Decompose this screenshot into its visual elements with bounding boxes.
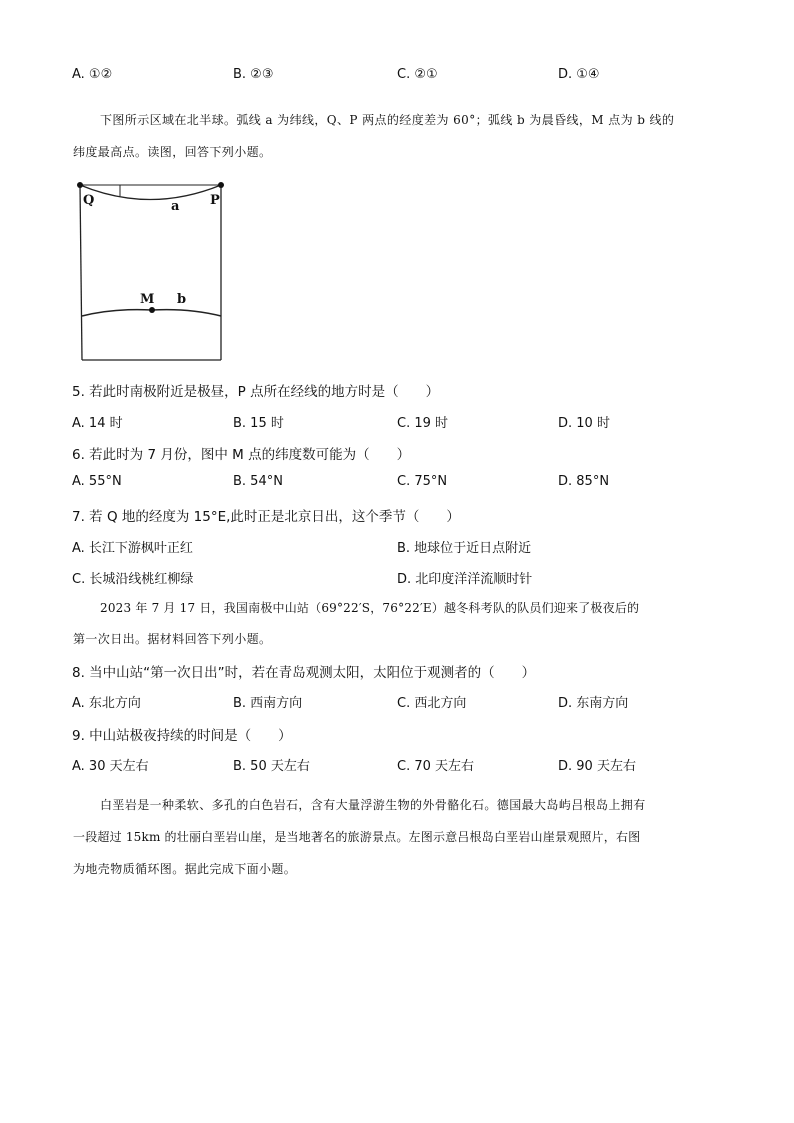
q8-option-a: A. 东北方向: [72, 696, 141, 711]
q5-option-c: C. 19 时: [397, 416, 449, 431]
intro3-line2: 一段超过 15km 的壮丽白垩岩山崖，是当地著名的旅游景点。左图示意吕根岛白垩岩山崖景观照片，右图: [73, 830, 641, 844]
label-m: M: [140, 292, 155, 307]
q9-option-d: D. 90 天左右: [558, 759, 636, 774]
q8-option-b: B. 西南方向: [233, 696, 303, 711]
q9-option-b: B. 50 天左右: [233, 759, 310, 774]
q7-option-d: D. 北印度洋洋流顺时针: [397, 572, 533, 587]
point-q: [77, 182, 83, 188]
q7-option-b: B. 地球位于近日点附近: [397, 541, 532, 556]
point-p: [218, 182, 224, 188]
label-q: Q: [83, 193, 95, 208]
intro2-line1: 2023 年 7 月 17 日，我国南极中山站（69°22′S，76°22′E）越冬科考队的队员们迎来了极夜后的: [100, 601, 640, 615]
q7-stem: 7. 若 Q 地的经度为 15°E,此时正是北京日出，这个季节（ ）: [72, 509, 460, 525]
arc-a: [80, 185, 221, 200]
q6-stem: 6. 若此时为 7 月份，图中 M 点的纬度数可能为（ ）: [72, 447, 411, 463]
option-d: D. ①④: [558, 67, 600, 82]
q5-option-b: B. 15 时: [233, 416, 284, 431]
label-a: a: [171, 199, 180, 214]
q9-stem: 9. 中山站极夜持续的时间是（ ）: [72, 728, 292, 744]
q5-stem: 5. 若此时南极附近是极昼，P 点所在经线的地方时是（ ）: [72, 384, 440, 400]
intro1-line1: 下图所示区域在北半球。弧线 a 为纬线，Q、P 两点的经度差为 60°；弧线 b 为晨昏线，M 点为 b 线的: [100, 113, 675, 127]
label-p: P: [210, 193, 220, 208]
latitude-figure: [74, 176, 230, 366]
q5-option-d: D. 10 时: [558, 416, 610, 431]
q8-stem: 8. 当中山站“第一次日出”时，若在青岛观测太阳，太阳位于观测者的（ ）: [72, 665, 536, 681]
q7-option-c: C. 长城沿线桃红柳绿: [72, 572, 194, 587]
q6-option-b: B. 54°N: [233, 474, 283, 489]
intro3-line3: 为地壳物质循环图。据此完成下面小题。: [73, 862, 297, 876]
q5-option-a: A. 14 时: [72, 416, 123, 431]
q9-option-a: A. 30 天左右: [72, 759, 149, 774]
intro2-line2: 第一次日出。据材料回答下列小题。: [73, 632, 272, 646]
intro1-line2: 纬度最高点。读图，回答下列小题。: [73, 145, 272, 159]
option-b: B. ②③: [233, 67, 274, 82]
q8-option-c: C. 西北方向: [397, 696, 467, 711]
q8-option-d: D. 东南方向: [558, 696, 629, 711]
point-m: [149, 307, 155, 313]
q6-option-c: C. 75°N: [397, 474, 448, 489]
option-c: C. ②①: [397, 67, 438, 82]
q6-option-a: A. 55°N: [72, 474, 122, 489]
option-a: A. ①②: [72, 67, 113, 82]
q7-option-a: A. 长江下游枫叶正红: [72, 541, 193, 556]
intro3-line1: 白垩岩是一种柔软、多孔的白色岩石，含有大量浮游生物的外骨骼化石。德国最大岛屿吕根岛上拥有: [100, 798, 646, 812]
label-b: b: [177, 292, 187, 307]
q9-option-c: C. 70 天左右: [397, 759, 475, 774]
q6-option-d: D. 85°N: [558, 474, 610, 489]
